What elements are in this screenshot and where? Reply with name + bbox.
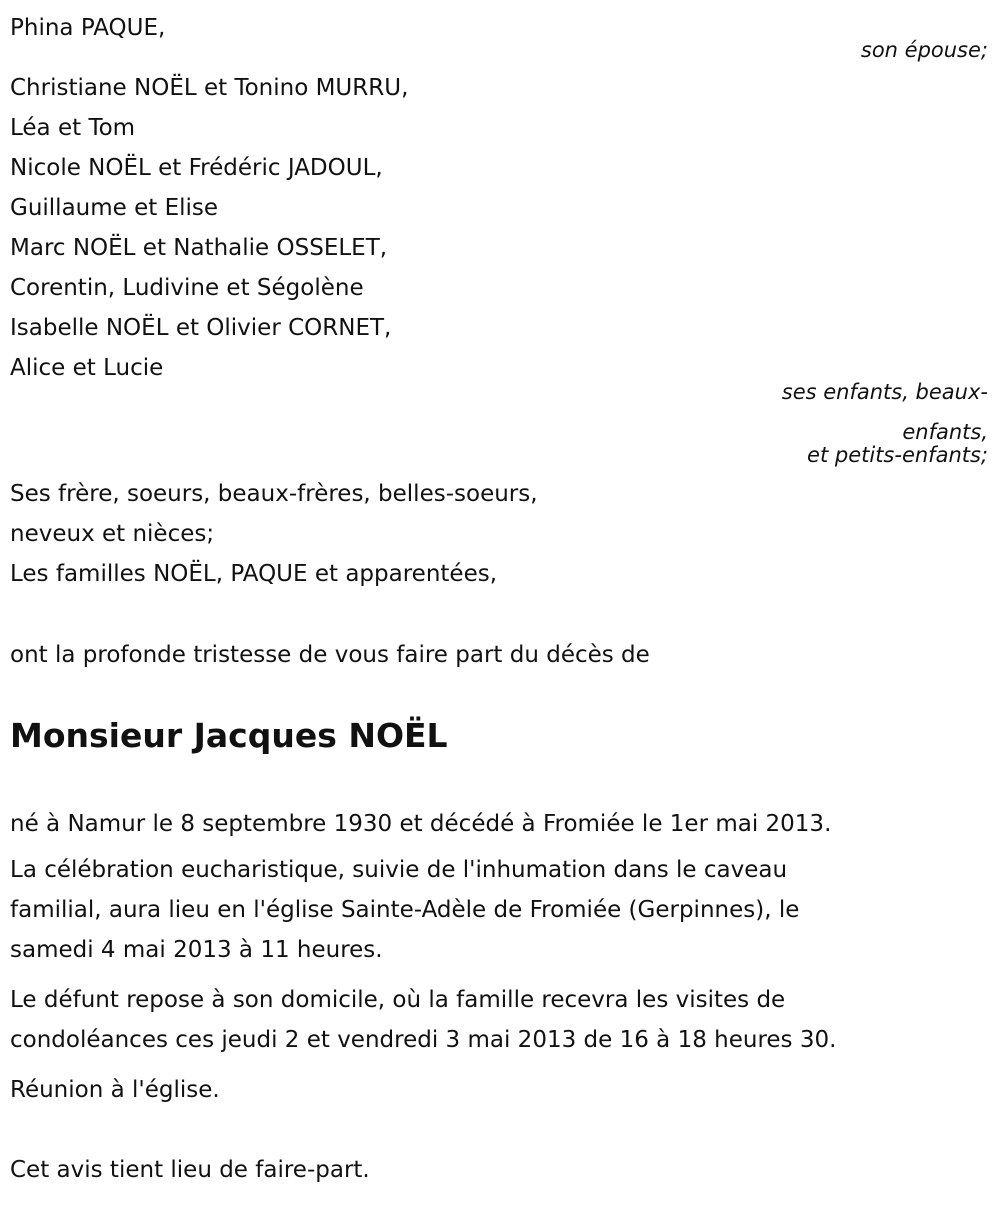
detail-line: Le défunt repose à son domicile, où la famille recevra les visites de <box>10 987 786 1013</box>
spouse-name: Phina PAQUE, <box>10 15 166 41</box>
children-role: ses enfants, beaux- <box>781 380 988 404</box>
spouse-role: son épouse; <box>860 38 988 62</box>
child-line: Christiane NOËL et Tonino MURRU, <box>10 75 409 101</box>
children-role: et petits-enfants; <box>807 443 988 467</box>
closing: Cet avis tient lieu de faire-part. <box>10 1157 370 1183</box>
child-line: Corentin, Ludivine et Ségolène <box>10 275 364 301</box>
family-line: Ses frère, soeurs, beaux-frères, belles-soeurs, <box>10 481 538 507</box>
child-line: Isabelle NOËL et Olivier CORNET, <box>10 315 392 341</box>
family-line: neveux et nièces; <box>10 521 215 547</box>
child-line: Léa et Tom <box>10 115 136 141</box>
detail-line: né à Namur le 8 septembre 1930 et décédé à Fromiée le 1er mai 2013. <box>10 811 832 837</box>
detail-line: familial, aura lieu en l'église Sainte-Adèle de Fromiée (Gerpinnes), le <box>10 897 800 923</box>
detail-line: La célébration eucharistique, suivie de l'inhumation dans le caveau <box>10 857 788 883</box>
child-line: Marc NOËL et Nathalie OSSELET, <box>10 235 388 261</box>
deceased-name: Monsieur Jacques NOËL <box>10 716 448 755</box>
child-line: Guillaume et Elise <box>10 195 219 221</box>
detail-line: condoléances ces jeudi 2 et vendredi 3 mai 2013 de 16 à 18 heures 30. <box>10 1027 837 1053</box>
detail-line: samedi 4 mai 2013 à 11 heures. <box>10 937 383 963</box>
child-line: Nicole NOËL et Frédéric JADOUL, <box>10 155 383 181</box>
family-line: Les familles NOËL, PAQUE et apparentées, <box>10 561 498 587</box>
announcement: ont la profonde tristesse de vous faire part du décès de <box>10 642 650 668</box>
detail-line: Réunion à l'église. <box>10 1077 220 1103</box>
child-line: Alice et Lucie <box>10 355 164 381</box>
children-role: enfants, <box>902 420 988 444</box>
